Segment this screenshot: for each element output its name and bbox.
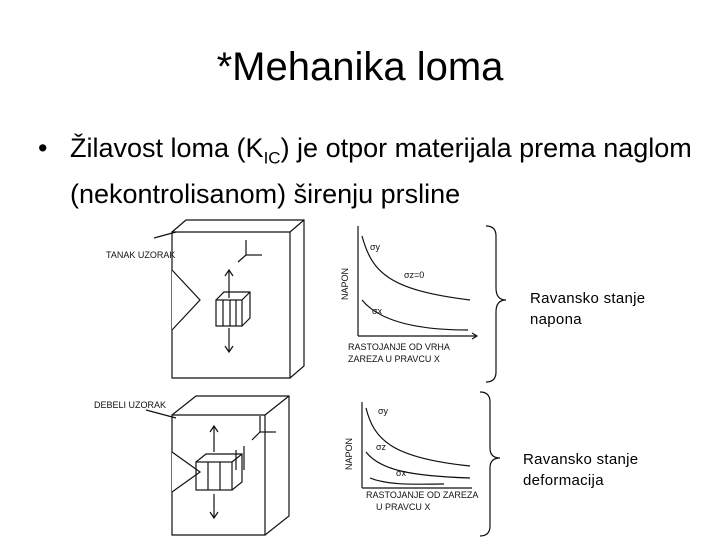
thin-specimen-drawing <box>154 220 304 378</box>
bottom-curve-y-label: σy <box>378 406 389 416</box>
thick-specimen-drawing <box>146 396 289 535</box>
kic-subscript: IC <box>263 148 281 168</box>
slide-title: *Mehanika loma <box>216 45 504 89</box>
bullet-dot-icon: • <box>38 133 48 163</box>
bottom-axis-x-label-2: U PRAVCU X <box>376 502 431 512</box>
bottom-axis-y-label: NAPON <box>344 437 354 470</box>
bullet-text <box>70 130 710 212</box>
top-axis-y-label: NAPON <box>340 267 350 300</box>
top-curve-y-label: σy <box>370 242 381 252</box>
top-curve-z-label: σz=0 <box>404 270 425 280</box>
fracture-mechanics-figure <box>0 215 720 540</box>
bottom-curve-x-label: σx <box>396 468 407 478</box>
plane-stress-annotation: Ravansko stanje napona <box>530 290 646 328</box>
bottom-curve-z-label: σz <box>376 442 387 452</box>
bullet-text-start: Žilavost loma (K <box>70 133 264 163</box>
top-axis-x-label-1: RASTOJANJE OD VRHA <box>348 342 450 352</box>
thin-specimen-label: TANAK UZORAK <box>106 250 176 260</box>
bottom-axis-x-label-1: RASTOJANJE OD ZAREZA <box>366 490 479 500</box>
thick-specimen-label: DEBELI UZORAK <box>94 400 167 410</box>
top-curve-x-label: σx <box>372 306 383 316</box>
plane-strain-annotation: Ravansko stanje deformacija <box>523 451 639 489</box>
top-axis-x-label-2: ZAREZA U PRAVCU X <box>348 354 440 364</box>
bullet-text-end: ) je otpor materijala prema naglom (nekontrolisanom) širenju prsline <box>70 133 692 210</box>
